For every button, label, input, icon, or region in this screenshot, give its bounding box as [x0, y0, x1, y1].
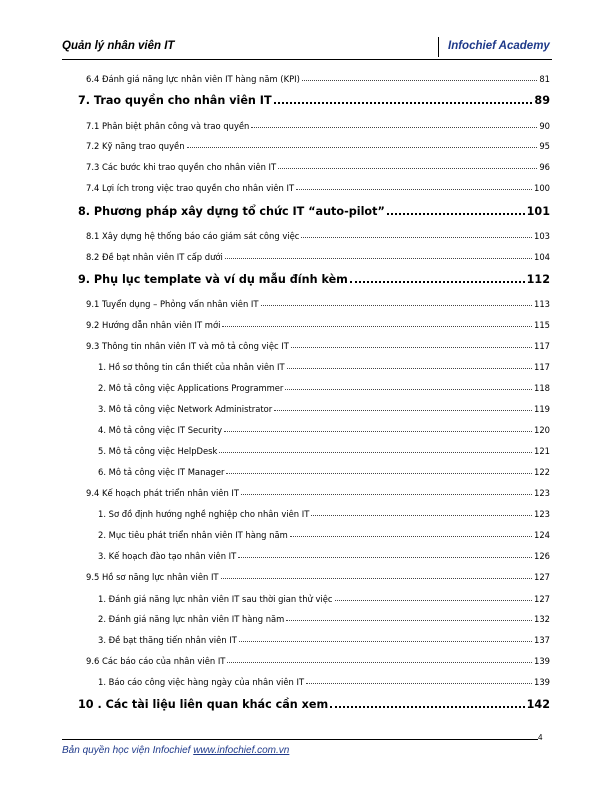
toc-page-number: 101	[526, 205, 550, 218]
toc-entry-row[interactable]	[78, 530, 550, 540]
toc-entry-title: 2. Mục tiêu phát triển nhân viên IT hàng năm	[98, 530, 288, 540]
toc-dot-leader	[311, 515, 532, 516]
toc-dot-leader	[278, 168, 537, 169]
toc-entry-row[interactable]	[78, 656, 550, 666]
toc-entry-title: 6.4 Đánh giá năng lực nhân viên IT hàng năm (KPI)	[86, 74, 300, 84]
toc-entry-title: 5. Mô tả công việc HelpDesk	[98, 446, 218, 456]
toc-entry-title: 2. Mô tả công việc Applications Programmer	[98, 383, 284, 393]
toc-page-number: 142	[526, 698, 550, 711]
toc-chapter-row[interactable]	[78, 94, 550, 107]
header-title: Quản lý nhân viên IT	[62, 40, 175, 52]
page-header	[62, 37, 552, 57]
toc-page-number: 139	[534, 677, 550, 687]
toc-dot-leader	[222, 326, 532, 327]
toc-chapter-row[interactable]	[78, 273, 550, 286]
toc-page-number: 123	[534, 509, 550, 519]
toc-entry-row[interactable]	[78, 467, 550, 477]
toc-entry-row[interactable]	[78, 488, 550, 498]
toc-entry-row[interactable]	[78, 252, 550, 262]
toc-dot-leader	[239, 641, 532, 642]
toc-entry-title: 1. Báo cáo công việc hàng ngày của nhân viên IT	[98, 677, 305, 687]
toc-dot-leader	[224, 431, 532, 432]
toc-entry-row[interactable]	[78, 446, 550, 456]
toc-dot-leader	[296, 189, 532, 190]
toc-page-number: 103	[534, 231, 550, 241]
toc-entry-title: 9.1 Tuyển dụng – Phỏng vấn nhân viên IT	[86, 299, 259, 309]
toc-page-number: 127	[534, 594, 550, 604]
toc-dot-leader	[306, 683, 532, 684]
toc-entry-title: 9. Phụ lục template và ví dụ mẫu đính kèm	[78, 273, 348, 286]
toc-page-number: 90	[539, 121, 550, 131]
toc-page-number: 113	[534, 299, 550, 309]
toc-entry-row[interactable]	[78, 594, 550, 604]
toc-page-number: 132	[534, 614, 550, 624]
toc-dot-leader	[330, 706, 525, 708]
toc-dot-leader	[226, 473, 532, 474]
toc-dot-leader	[241, 494, 532, 495]
toc-dot-leader	[274, 410, 532, 411]
toc-entry-row[interactable]	[78, 162, 550, 172]
header-brand: Infochief Academy	[448, 40, 550, 52]
toc-dot-leader	[335, 600, 532, 601]
footer-rule	[62, 739, 538, 740]
toc-entry-row[interactable]	[78, 572, 550, 582]
toc-entry-title: 3. Kế hoạch đào tạo nhân viên IT	[98, 551, 237, 561]
toc-dot-leader	[287, 368, 532, 369]
toc-entry-title: 7.1 Phân biệt phân công và trao quyền	[86, 121, 250, 131]
toc-entry-row[interactable]	[78, 231, 550, 241]
toc-entry-title: 7. Trao quyền cho nhân viên IT	[78, 94, 272, 107]
toc-dot-leader	[274, 102, 533, 104]
toc-dot-leader	[219, 452, 532, 453]
toc-entry-title: 7.3 Các bước khi trao quyền cho nhân viên IT	[86, 162, 277, 172]
toc-page-number: 96	[539, 162, 550, 172]
toc-entry-row[interactable]	[78, 362, 550, 372]
page-number: 4	[538, 733, 543, 742]
toc-entry-title: 1. Hồ sơ thông tin cần thiết của nhân viên IT	[98, 362, 285, 372]
toc-entry-row[interactable]	[78, 509, 550, 519]
toc-chapter-row[interactable]	[78, 205, 550, 218]
toc-page-number: 126	[534, 551, 550, 561]
toc-entry-title: 9.2 Hướng dẫn nhân viên IT mới	[86, 320, 221, 330]
toc-entry-row[interactable]	[78, 183, 550, 193]
toc-dot-leader	[286, 620, 532, 621]
toc-entry-title: 8.2 Đề bạt nhân viên IT cấp dưới	[86, 252, 223, 262]
toc-entry-row[interactable]	[78, 383, 550, 393]
toc-dot-leader	[187, 147, 538, 148]
toc-dot-leader	[227, 662, 532, 663]
toc-dot-leader	[251, 127, 537, 128]
toc-entry-row[interactable]	[78, 121, 550, 131]
toc-entry-title: 3. Mô tả công việc Network Administrator	[98, 404, 273, 414]
toc-page-number: 120	[534, 425, 550, 435]
toc-dot-leader	[285, 389, 532, 390]
toc-entry-title: 3. Đề bạt thăng tiến nhân viên IT	[98, 635, 237, 645]
toc-dot-leader	[302, 80, 537, 81]
toc-dot-leader	[301, 237, 532, 238]
toc-page-number: 89	[534, 94, 550, 107]
page-footer	[62, 745, 289, 756]
toc-page-number: 139	[534, 656, 550, 666]
toc-dot-leader	[290, 536, 532, 537]
toc-entry-title: 1. Sơ đồ định hướng nghề nghiệp cho nhân viên IT	[98, 509, 310, 519]
toc-dot-leader	[221, 578, 532, 579]
toc-entry-row[interactable]	[78, 74, 550, 84]
footer-copyright: Bản quyền học viện Infochief	[62, 745, 194, 756]
toc-page-number: 104	[534, 252, 550, 262]
toc-page-number: 118	[534, 383, 550, 393]
toc-page-number: 117	[534, 362, 550, 372]
toc-entry-title: 8.1 Xây dựng hệ thống báo cáo giám sát công việc	[86, 231, 300, 241]
toc-entry-row[interactable]	[78, 635, 550, 645]
toc-entry-title: 10 . Các tài liệu liên quan khác cần xem	[78, 698, 329, 711]
toc-entry-title: 7.2 Kỹ năng trao quyền	[86, 141, 185, 151]
toc-dot-leader	[238, 557, 532, 558]
toc-chapter-row[interactable]	[78, 698, 550, 711]
toc-page-number: 127	[534, 572, 550, 582]
toc-entry-row[interactable]	[78, 341, 550, 351]
toc-entry-title: 9.4 Kế hoạch phát triển nhân viên IT	[86, 488, 240, 498]
footer-website-link[interactable]: www.infochief.com.vn	[193, 745, 290, 756]
toc-page-number: 119	[534, 404, 550, 414]
toc-dot-leader	[387, 213, 525, 215]
header-divider	[438, 37, 439, 57]
toc-entry-title: 2. Đánh giá năng lực nhân viên IT hàng năm	[98, 614, 285, 624]
toc-entry-title: 7.4 Lợi ích trong việc trao quyền cho nhân viên IT	[86, 183, 295, 193]
toc-entry-row[interactable]	[78, 320, 550, 330]
toc-dot-leader	[291, 347, 532, 348]
toc-entry-title: 6. Mô tả công việc IT Manager	[98, 467, 225, 477]
toc-page-number: 100	[534, 183, 550, 193]
toc-entry-title: 8. Phương pháp xây dựng tổ chức IT “auto-pilot”	[78, 205, 385, 218]
toc-page-number: 117	[534, 341, 550, 351]
toc-entry-title: 9.5 Hồ sơ năng lực nhân viên IT	[86, 572, 219, 582]
toc-dot-leader	[350, 281, 525, 283]
toc-entry-title: 4. Mô tả công việc IT Security	[98, 425, 223, 435]
toc-page-number: 112	[526, 273, 550, 286]
toc-page-number: 95	[539, 141, 550, 151]
toc-page-number: 123	[534, 488, 550, 498]
toc-page-number: 81	[539, 74, 550, 84]
toc-page-number: 122	[534, 467, 550, 477]
toc-dot-leader	[261, 305, 532, 306]
toc-entry-title: 9.6 Các báo cáo của nhân viên IT	[86, 656, 226, 666]
toc-page-number: 115	[534, 320, 550, 330]
toc-page-number: 124	[534, 530, 550, 540]
toc-page-number: 137	[534, 635, 550, 645]
toc-entry-row[interactable]	[78, 551, 550, 561]
toc-entry-row[interactable]	[78, 425, 550, 435]
toc-page-number: 121	[534, 446, 550, 456]
toc-entry-row[interactable]	[78, 677, 550, 687]
toc-entry-title: 1. Đánh giá năng lực nhân viên IT sau thời gian thử việc	[98, 594, 333, 604]
toc-entry-row[interactable]	[78, 614, 550, 624]
toc-entry-row[interactable]	[78, 299, 550, 309]
toc-entry-title: 9.3 Thông tin nhân viên IT và mô tả công việc IT	[86, 341, 289, 351]
toc-dot-leader	[225, 258, 532, 259]
toc-entry-row[interactable]	[78, 141, 550, 151]
toc-entry-row[interactable]	[78, 404, 550, 414]
header-rule	[62, 59, 552, 60]
